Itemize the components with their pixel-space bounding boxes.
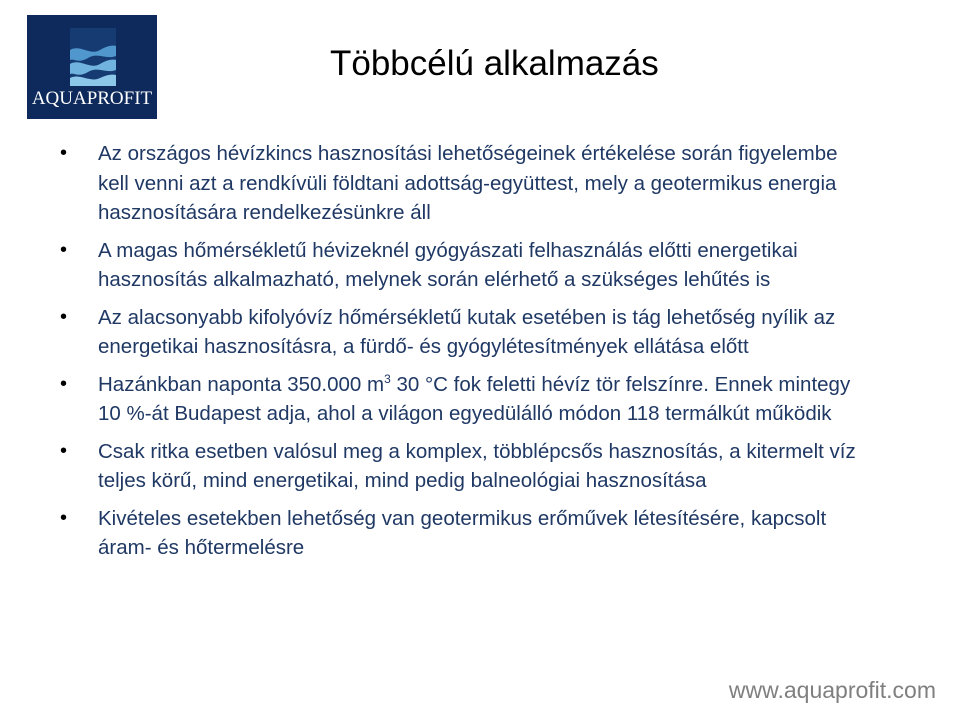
bullet-item: [60, 504, 860, 563]
bullet-dot: •: [60, 506, 68, 529]
bullet-text-before: Hazánkban naponta 350.000 m: [98, 372, 385, 396]
bullet-item: [60, 437, 860, 496]
bullet-text: Kivételes esetekben lehetőség van geotermikus erőművek létesítésére, kapcsolt áram- és hőtermelésre: [98, 506, 827, 559]
superscript-3: 3: [384, 371, 391, 386]
bullet-text: Az országos hévízkincs hasznosítási lehetőségeinek értékelése során figyelembe kell venni azt a rendkívüli földtani adottság-együttest, mely a geotermikus energia hasznosítására rendelkezésünkre áll: [98, 142, 838, 224]
bullet-text: A magas hőmérsékletű hévizeknél gyógyászati felhasználás előtti energetikai hasznosítás alkalmazható, melynek során elérhető a szükséges lehűtés is: [98, 238, 798, 291]
aquaprofit-logo: [27, 15, 157, 119]
bullet-text: Csak ritka esetben valósul meg a komplex, többlépcsős hasznosítás, a kitermelt víz teljes körű, mind energetikai, mind pedig balneológiai hasznosítása: [98, 439, 856, 492]
bullet-dot: •: [60, 238, 68, 261]
bullet-dot: •: [60, 372, 68, 395]
slide-title: Többcélú alkalmazás: [330, 44, 659, 83]
bullet-dot: •: [60, 439, 68, 462]
logo-wordmark: AQUAPROFIT: [31, 88, 153, 109]
bullet-item: [60, 139, 860, 228]
bullet-item: [60, 303, 860, 362]
bullet-list: [60, 139, 860, 571]
wave-icon: [70, 28, 116, 86]
bullet-item: [60, 236, 860, 295]
footer-url: www.aquaprofit.com: [728, 677, 936, 703]
bullet-text-after: 30 °C fok feletti hévíz tör felszínre. Ennek mintegy 10 %-át Budapest adja, ahol a világon egyedülálló módon 118 termálkút működik: [98, 372, 851, 425]
bullet-item: [60, 370, 860, 429]
bullet-text: Az alacsonyabb kifolyóvíz hőmérsékletű kutak esetében is tág lehetőség nyílik az energetikai hasznosításra, a fürdő- és gyógylétesítmények ellátása előtt: [98, 305, 836, 358]
bullet-dot: •: [60, 305, 68, 328]
bullet-dot: •: [60, 142, 68, 164]
